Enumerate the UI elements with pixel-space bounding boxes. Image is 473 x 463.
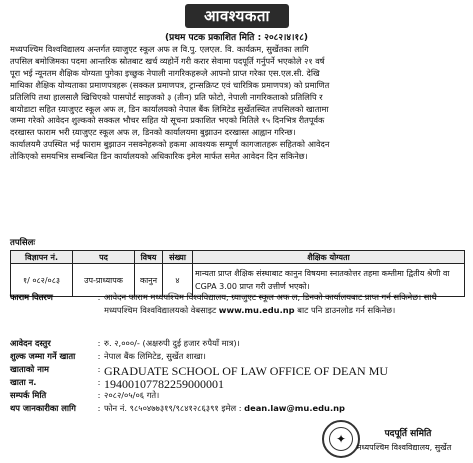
header-post: पद: [73, 251, 135, 264]
header-qualification: शैक्षिक योग्यता: [193, 251, 465, 264]
university-seal-icon: ✦: [322, 420, 360, 458]
application-details: [10, 291, 465, 417]
intro-line: माथिका शैक्षिक योग्यताका प्रमाणपत्रहरू (सक्कल प्रमाणपत्र, ट्रान्सक्रिप्ट एवं चारित्रिक प्रमाणपत्र) को प्रमाणित: [10, 79, 330, 90]
intro-line: जम्मा गरेको आवेदन शुल्कको सक्कल भौचर सहित यो सूचना प्रकाशित भएको मितिले १५ दिनभित्र रीतपूर्वक: [10, 115, 325, 126]
contact-date-value: २०८२/०५/०६ गते।: [104, 390, 160, 400]
email-label: इमेल :: [221, 403, 242, 413]
more-info-value: [104, 403, 465, 414]
recruitment-committee: पदपूर्ति समिति: [384, 429, 432, 439]
account-name-value: GRADUATE SCHOOL OF LAW OFFICE OF DEAN MU: [104, 364, 389, 378]
header-ad-no: विज्ञापन नं.: [11, 251, 73, 264]
deposit-account-value: नेपाल बैंक लिमिटेड, सुर्खेत शाखा।: [104, 351, 206, 361]
more-info-label: थप जानकारीका लागि: [10, 403, 76, 413]
email-link[interactable]: dean.law@mu.edu.np: [244, 403, 345, 413]
intro-line: बायोडाटा सहित ग्र्याजुएट स्कूल अफ ल, डिन कार्यालयको नेपाल बैंक लिमिटेड सुर्खेतस्थित तपसिलको खातामा: [10, 103, 329, 114]
notice-body: [10, 44, 462, 163]
account-number-label: खाता न.: [10, 377, 37, 387]
more-info-row: थप जानकारीका लागि : फोन नं. ९८५०४७७३१९/९८४१२८६३९१ इमेल : dean.law@mu.edu.np: [10, 403, 465, 417]
table-header-row: [11, 251, 465, 264]
publication-date: (प्रथम पटक प्रकाशित मिति : २०८२।४।१८): [164, 33, 308, 43]
header-subject: विषय: [135, 251, 163, 264]
intro-line: प्रतिलिपि तथा हालसालै खिचिएको पासपोर्ट साइजको ३ (तीन) प्रति फोटो, नेपाली नागरिकताको प्रतिलिपि र: [10, 91, 323, 102]
contact-date-label: सम्पर्क मिति: [10, 390, 47, 400]
notice-title: आवश्यकता: [185, 4, 289, 28]
intro-line: तपसिल बमोजिमका पदमा आन्तरिक स्रोतबाट खर्च व्यहोर्ने गरी करार सेवामा पदपूर्ति गर्नुपर्ने भएकोले २१ वर्ष: [10, 55, 325, 66]
fee-label: आवेदन दस्तुर: [10, 338, 51, 348]
website-link[interactable]: www.mu.edu.np: [218, 304, 295, 315]
fee-row: आवेदन दस्तुर : रु. २,०००/- (अक्षरुपी दुई हजार रुपैयाँ मात्र)।: [10, 338, 465, 351]
intro-line: दरखास्त फाराम भरी ग्र्याजुएट स्कूल अफ ल, डिनको कार्यालयमा बुझाउन दरखास्त आह्वान गरिन्छ।: [10, 127, 296, 138]
cell-ad-no: १/ ०८२/०८३: [11, 264, 73, 297]
account-number-row: खाता न. : 19400107782259000001: [10, 377, 465, 390]
contact-date-row: सम्पर्क मिति : २०८२/०५/०६ गते।: [10, 390, 465, 403]
details-label: तपसिलः: [10, 238, 36, 248]
form-distribution-text: आवेदन फाराम मध्यपश्चिम विश्वविद्यालय, ग्र्याजुएट स्कूल अफ ल, डिनको कार्यालयबाट प्राप्त गर्न सकिनेछ। साथै मध्यपश्चिम विश्वविद्यालयको वेबसाइट www.mu.edu.np बाट पनि डाउनलोड गर्न सकिनेछ।: [104, 292, 437, 315]
account-name-row: खाताको नाम : GRADUATE SCHOOL OF LAW OFFICE OF DEAN MU: [10, 364, 465, 377]
cell-qualification: मान्यता प्राप्त शैक्षिक संस्थाबाट कानुन विषयमा स्नातकोत्तर तहमा कम्तीमा द्वितीय श्रेणी वा CGPA 3.00 प्राप्त गरी उत्तीर्ण भएको।: [193, 264, 465, 297]
account-name-label: खाताको नाम: [10, 364, 49, 374]
deposit-account-row: शुल्क जम्मा गर्ने खाता : नेपाल बैंक लिमिटेड, सुर्खेत शाखा।: [10, 351, 465, 364]
header-count: संख्या: [163, 251, 193, 264]
account-number-value: 19400107782259000001: [104, 377, 224, 391]
cell-post: उप-प्राध्यापक: [73, 264, 135, 297]
university-name: मध्यपश्चिम विश्वविद्यालय, सुर्खेत: [356, 443, 452, 452]
intro-line: तोकिएको समयभित्र सम्बन्धित डिन कार्यालयको अधिकारिक इमेल मार्फत समेत आवेदन दिन सकिनेछ।: [10, 151, 308, 162]
deposit-account-label: शुल्क जम्मा गर्ने खाता: [10, 351, 76, 361]
cell-count: ४: [163, 264, 193, 297]
vacancy-table: [10, 250, 465, 297]
cell-subject: कानुन: [135, 264, 163, 297]
fee-value: रु. २,०००/- (अक्षरुपी दुई हजार रुपैयाँ मात्र)।: [104, 338, 240, 348]
intro-line: पूरा भई न्यूनतम शैक्षिक योग्यता पुगेका इच्छुक नेपाली नागरिकहरूले आफ्नो प्राप्त गरेका एस.एल.सी. देखि: [10, 67, 320, 78]
intro-line: मध्यपश्चिम विश्वविद्यालय अन्तर्गत ग्र्याजुएट स्कूल अफ ल वि.पु. एलएल. वि. कार्यक्रम, सुर्खेतका लागि: [10, 44, 309, 54]
form-distribution-row: फाराम वितरण : आवेदन फाराम मध्यपश्चिम विश्वविद्यालय, ग्र्याजुएट स्कूल अफ ल, डिनको कार्यालयबाट प्राप्त गर्न सकिनेछ। साथै मध्यपश्चिम विश्वविद्यालयको वेबसाइट www.mu.edu.np बाट पनि डाउनलोड गर्न सकिनेछ।: [10, 291, 465, 336]
intro-line: कार्यालयमै उपस्थित भई फाराम बुझाउन नसक्नेहरूको हकमा आवश्यक सम्पूर्ण कागजातहरू सहितको आवेदन: [10, 139, 330, 150]
form-distribution-label: फाराम वितरण: [10, 292, 53, 302]
phone-numbers: फोन नं. ९८५०४७७३१९/९८४१२८६३९१: [104, 403, 219, 413]
